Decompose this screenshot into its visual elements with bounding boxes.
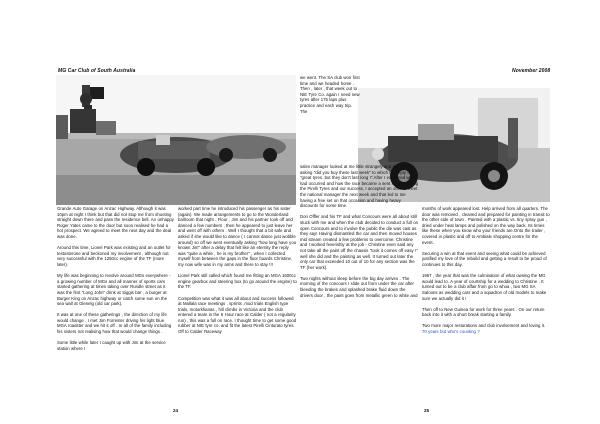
paragraph: Grande Auto Garage on Anzac Highway. Although it was 10pm at night I think but that did not stop me from shooting straight down there and pass the residence bell. An unhappy Roger Yates came to the door but soon realised he had a hot prospect. We agreed to meet the next day and the deal was done. [57, 206, 174, 239]
paragraph: Two nights without sleep before the big day arrives . The morning of the concours I slide out from under the car after bleeding the brakes and splashed brake fluid down the drivers door , the paint goes from metallic green to white and [300, 275, 418, 298]
race-photo-art [56, 75, 296, 205]
article-column-3-top [300, 75, 360, 120]
paragraph: we went. The SA club won first time and we headed home . Then , later , that week out to NIE Tyre Co. again I need new tyres after 175 laps plus practice and each way trip. The [300, 75, 360, 114]
article-column-2 [178, 206, 297, 340]
article-column-4 [422, 206, 550, 340]
paragraph: It was at one of these gatherings , the direction of my life would change . I met Jim Forrester driving his light blue MGA roadster and we hit it off . In all of the family including his sisters not realising how that would change things . [57, 312, 172, 335]
article-column-3 [300, 164, 419, 304]
paragraph: Lionel Park still called which found me fitting an MGA 1600cc engine gearbox and steering box (to go around the engine) to the TF. [178, 273, 297, 290]
page-number-right: 25 [424, 408, 430, 413]
race-photo [56, 75, 296, 205]
paragraph: Competition was what it was all about and success followed at Mallala race meetings , sprints ,mud trials English type trials, motorkhanas , hill climbs in Victoria and the club entered a team in the 6 Hour race at Calder ( not a regularity run) , this was a full on race. I thought time to get some good rubber at NIE tyre co. and fit the latest Pirelli Cinturato tyres. Off to Calder Raceway [178, 295, 297, 335]
paragraph: 1967 , the year that was the culmination of what owning the MG would lead to. A year of courtship for a wedding to Christine . It turned out to be a club affair from go to whoa , two MG SA Saloons as wedding cars and a squadron of old models to make sure we actually did it ! [422, 273, 547, 301]
paragraph: Securing a win at that event and seeing what could be achieved justified my love of the rebuild and getting a result to be proud of continues to this day. [422, 250, 547, 267]
article-column-1 [57, 206, 174, 357]
paragraph: worked part time he introduced his passenger as his sister (again). We made arrangements to go to the Wonderland ballroom that night . Flour , Jim and his partner took off and danced a few numbers , then he appeared to just leave her and went off with others . Well I thought that a bit safe and asked if she would like to dance ( I cannot dance just wobble around) so off we went eventually asking "how long have you known Jim" after a delay that felt like an eternity the reply was "quite a while , he is my brother" , when I collected myself from between the gaps in the floor boards Christine, my now wife was in my arms and there to stay !!! [178, 206, 297, 267]
paragraph: Then off to New Guinea for work for three years . On our return back into it with a short break starting a family. [422, 306, 545, 318]
running-header-right: November 2008 [512, 68, 551, 74]
paragraph: sales manager looked at me little strangely and enquired asking "did you buy these last week" to which my reply was "great tyres ,but they don't last long !".After I explained what had occurred and how the race became a sent race featuring the Pirelli Tyres and our success, I accepted an offer to meet the national manager the next week and that led to me having a free set on that occasion and having heavy discounts for some time. [300, 164, 419, 209]
paragraph: months of work appeared lost. Help arrived from all quarters. The door was removed , cleaned and prepared for painting in transit to the other side of town . Painted with a plastic vs. tiny spray gun , dried under heat lamps and polished on the way back. Its times like these when you know who your friends are.Onto the trailer , covered in plastic and off to Ambiale shopping centre for the event. [422, 206, 550, 245]
running-header-left: MG Car Club of South Australia [58, 68, 136, 74]
paragraph: Some little while later I caught up with Jim at the service station where I [57, 340, 166, 351]
closing-remark: 70 years but who's counting ? [422, 329, 480, 335]
paragraph: My life was beginning to revolve around MGs everywhere - a growing number of MGs and all manner of sports cars started gathering at times taking over Rundle street as it was the first "Long John" drink at Siggis bar , a burger at Burger King on Anzac highway or catch some sun on the sea wall at Glenelg (old car park). [57, 273, 171, 307]
page-number-left: 24 [173, 408, 179, 413]
paragraph: Don Offler and his TF and what Concours were all about still stuck with me and when the club decided to conduct a full on open Concours and to involve the public the die was cast as they say! Having dismantled the car and then moved houses mid stream created a few problems to overcome. Christine and I worked feverishly at the job - Christine even said any not take all the paint off the chassis "took it comes off easy !" well she did and the painting as well. It turned out later the only car that exceeded 10 out of 10 for any section was the TF (her work). [300, 214, 419, 270]
paragraph: Around this time, Lionel Park was existing and an outlet for testosterone and beckoned my involvement , although not very successful with the 1250cc engine of the TF (more later). [57, 245, 171, 267]
paragraph: Two more major restorations and club involvement and loving it. [422, 323, 546, 329]
